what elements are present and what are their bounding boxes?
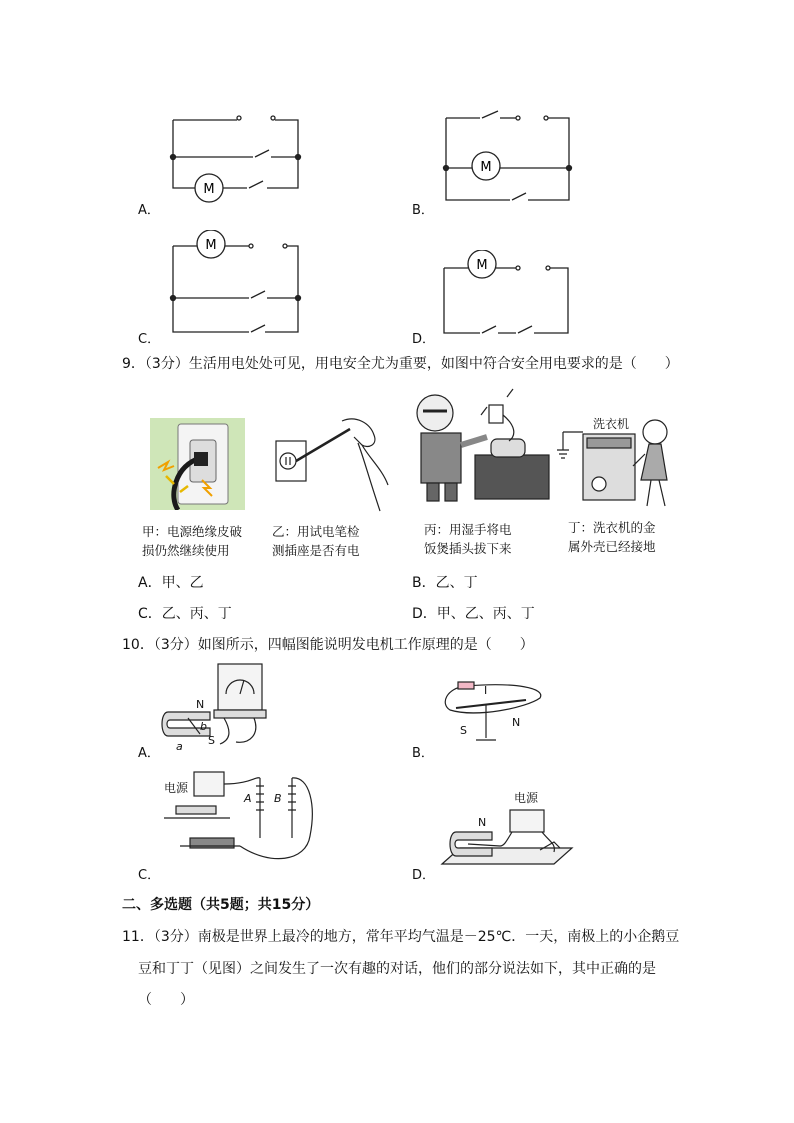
q8-option-c-label[interactable]: C． bbox=[138, 332, 161, 347]
needle-n-label: N bbox=[512, 716, 521, 729]
q10-option-d-label[interactable]: D． bbox=[412, 868, 436, 883]
q9-caption-ding: 丁：洗衣机的金 属外壳已经接地 bbox=[568, 520, 656, 554]
galvanometer-magnet-image bbox=[160, 660, 270, 752]
q10-option-a-label[interactable]: A． bbox=[138, 746, 160, 761]
q11-line-3: （ ） bbox=[138, 992, 194, 1008]
q8-option-a-label[interactable]: A． bbox=[138, 203, 160, 218]
q9-caption-jia: 甲：电源绝缘皮破 损仍然继续使用 bbox=[142, 524, 243, 558]
power-label: 电源 bbox=[514, 791, 539, 805]
q8-option-b-circuit bbox=[438, 108, 583, 208]
needle-s-label: S bbox=[460, 724, 467, 737]
q9-choice-c[interactable]: C．乙、丙、丁 bbox=[138, 606, 232, 622]
current-i-label: I bbox=[484, 684, 488, 697]
wire-b-label: b bbox=[200, 720, 207, 733]
magnet-s-label: S bbox=[208, 734, 215, 747]
motor-label: M bbox=[480, 160, 492, 175]
q10-option-c-figure bbox=[160, 766, 320, 870]
circuit-diagram bbox=[438, 250, 583, 342]
circuit-diagram bbox=[165, 230, 310, 340]
coil-a-label: A bbox=[244, 792, 252, 805]
power-label: 电源 bbox=[164, 781, 189, 795]
q9-figure-jia bbox=[150, 418, 245, 510]
q11-line-1: 11．（3分）南极是世界上最冷的地方，常年平均气温是－25℃．一天，南极上的小企鹅豆 bbox=[122, 929, 680, 945]
washing-machine-image bbox=[555, 410, 685, 515]
oersted-experiment-image bbox=[436, 674, 546, 754]
section-title: 二、多选题（共5题；共15分） bbox=[122, 897, 320, 913]
q10-option-a-figure bbox=[160, 660, 270, 752]
frayed-plug-image bbox=[150, 418, 245, 510]
electromagnet-coils-image bbox=[160, 766, 320, 870]
test-pen-image bbox=[270, 415, 390, 515]
wet-hand-cooker-image bbox=[405, 385, 555, 505]
circuit-diagram bbox=[165, 110, 310, 210]
q8-option-a-circuit bbox=[165, 110, 310, 210]
q10-option-b-label[interactable]: B． bbox=[412, 746, 434, 761]
q9-figure-yi bbox=[270, 415, 390, 515]
motor-label: M bbox=[476, 258, 488, 273]
q9-figure-ding bbox=[555, 410, 685, 515]
wire-a-label: a bbox=[176, 740, 183, 752]
motor-label: M bbox=[205, 238, 217, 253]
q9-choice-d[interactable]: D．甲、乙、丙、丁 bbox=[412, 606, 535, 622]
q8-option-c-circuit bbox=[165, 230, 310, 340]
q8-option-b-label[interactable]: B． bbox=[412, 203, 434, 218]
motor-label: M bbox=[203, 182, 215, 197]
q9-choice-a[interactable]: A．甲、乙 bbox=[138, 575, 204, 591]
q10-option-d-figure bbox=[436, 786, 576, 876]
circuit-diagram bbox=[438, 108, 583, 208]
magnet-n-label: N bbox=[478, 816, 487, 829]
q9-caption-bing: 丙：用湿手将电 饭煲插头拔下来 bbox=[424, 522, 512, 556]
motor-principle-image bbox=[436, 786, 576, 876]
q8-option-d-label[interactable]: D． bbox=[412, 332, 436, 347]
q10-stem: 10．（3分）如图所示，四幅图能说明发电机工作原理的是（ ） bbox=[122, 637, 534, 653]
magnet-n-label: N bbox=[196, 698, 205, 711]
q10-option-b-figure bbox=[436, 674, 546, 754]
q9-stem: 9．（3分）生活用电处处可见，用电安全尤为重要，如图中符合安全用电要求的是（ ） bbox=[122, 356, 679, 372]
q9-figure-bing bbox=[405, 385, 555, 505]
q10-option-c-label[interactable]: C． bbox=[138, 868, 161, 883]
q11-line-2: 豆和丁丁（见图）之间发生了一次有趣的对话，他们的部分说法如下，其中正确的是 bbox=[138, 961, 656, 977]
q9-choice-b[interactable]: B．乙、丁 bbox=[412, 575, 478, 591]
coil-b-label: B bbox=[274, 792, 282, 805]
q8-option-d-circuit bbox=[438, 250, 583, 342]
q9-caption-yi: 乙：用试电笔检 测插座是否有电 bbox=[272, 524, 360, 558]
washer-label: 洗衣机 bbox=[593, 417, 630, 431]
